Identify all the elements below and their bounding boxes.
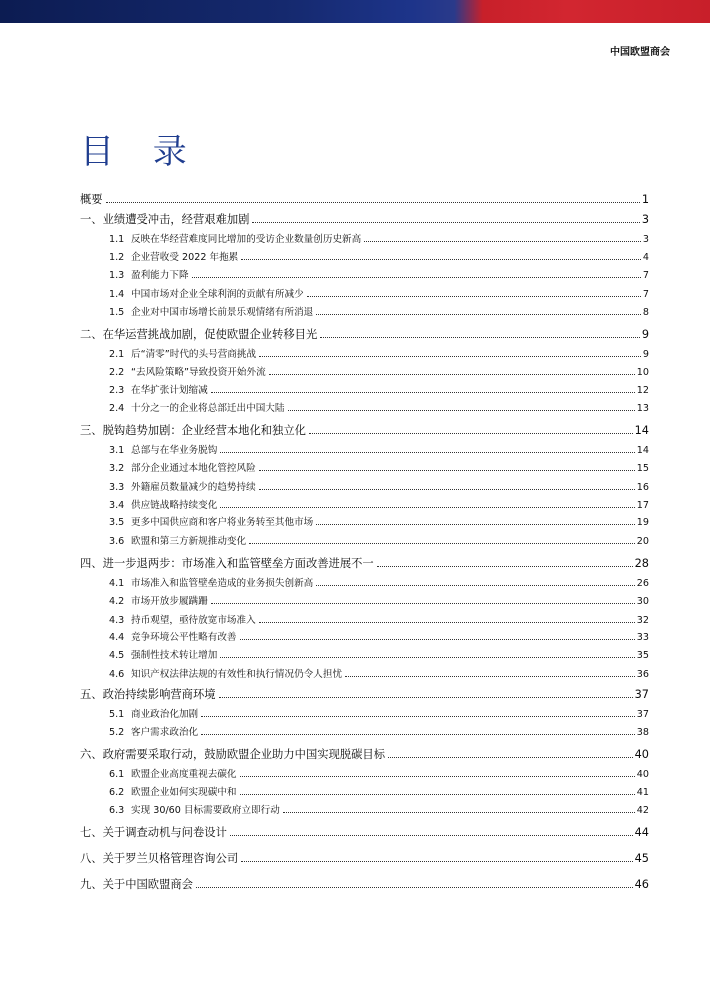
toc-section-entry[interactable] xyxy=(80,211,649,227)
toc-subsection-entry[interactable] xyxy=(80,612,649,626)
toc-page-number: 45 xyxy=(634,852,649,865)
toc-page-number: 12 xyxy=(636,385,649,396)
toc-page-number: 37 xyxy=(636,709,649,720)
toc-section-entry[interactable] xyxy=(80,326,649,342)
organization-name: 中国欧盟商会 xyxy=(610,47,670,58)
toc-entry-label: “去风险策略”导致投资开始外流 xyxy=(131,367,266,378)
toc-entry-label: 五、政治持续影响营商环境 xyxy=(80,688,216,701)
toc-page-number: 28 xyxy=(634,557,649,570)
toc-page-number: 4 xyxy=(642,252,649,263)
toc-entry-label: 八、关于罗兰贝格管理咨询公司 xyxy=(80,852,239,865)
dot-leader xyxy=(192,277,641,278)
toc-page-number: 13 xyxy=(636,403,649,414)
dot-leader xyxy=(240,794,635,795)
toc-subsection-entry[interactable] xyxy=(80,364,649,378)
toc-entry-label: 市场开放步履蹒跚 xyxy=(131,596,208,607)
toc-page-number: 41 xyxy=(636,787,649,798)
toc-entry-label: 竞争环境公平性略有改善 xyxy=(131,632,237,643)
toc-section-entry[interactable] xyxy=(80,686,649,702)
toc-entry-label: 三、脱钩趋势加剧：企业经营本地化和独立化 xyxy=(80,424,306,437)
toc-entry-number: 3.6 xyxy=(109,536,125,547)
dot-leader xyxy=(345,676,635,677)
toc-entry-number: 3.4 xyxy=(109,500,125,511)
toc-entry-number: 2.1 xyxy=(109,349,125,360)
dot-leader xyxy=(201,734,635,735)
toc-page-number: 35 xyxy=(636,650,649,661)
toc-entry-label: 六、政府需要采取行动，鼓励欧盟企业助力中国实现脱碳目标 xyxy=(80,748,386,761)
dot-leader xyxy=(211,392,635,393)
dot-leader xyxy=(316,585,635,586)
toc-entry-number: 3.5 xyxy=(109,517,125,528)
toc-entry-label: 盈利能力下降 xyxy=(131,270,189,281)
dot-leader xyxy=(220,657,634,658)
toc-page-number: 8 xyxy=(642,307,649,318)
dot-leader xyxy=(106,202,640,203)
toc-entry-label: 七、关于调查动机与问卷设计 xyxy=(80,826,227,839)
dot-leader xyxy=(241,259,641,260)
dot-leader xyxy=(201,716,635,717)
toc-page-number: 16 xyxy=(636,482,649,493)
toc-page-number: 40 xyxy=(636,769,649,780)
toc-entry-number: 4.2 xyxy=(109,596,125,607)
toc-subsection-entry[interactable] xyxy=(80,442,649,456)
header-color-bar xyxy=(0,0,710,23)
dot-leader xyxy=(320,337,640,338)
toc-page-number: 36 xyxy=(636,669,649,680)
toc-entry-number: 4.6 xyxy=(109,669,125,680)
toc-entry-number: 1.1 xyxy=(109,234,125,245)
toc-section-entry[interactable] xyxy=(80,191,649,207)
toc-entry-label: 总部与在华业务脱钩 xyxy=(131,445,218,456)
dot-leader xyxy=(220,507,634,508)
toc-entry-label: 知识产权法律法规的有效性和执行情况仍令人担忧 xyxy=(131,669,343,680)
toc-entry-label: 更多中国供应商和客户将业务转至其他市场 xyxy=(131,517,314,528)
dot-leader xyxy=(230,835,633,836)
dot-leader xyxy=(377,566,633,567)
toc-entry-number: 5.1 xyxy=(109,709,125,720)
dot-leader xyxy=(252,222,639,223)
toc-entry-number: 6.3 xyxy=(109,805,125,816)
dot-leader xyxy=(211,603,635,604)
toc-page-number: 3 xyxy=(641,213,649,226)
toc-entry-label: 一、业绩遭受冲击，经营艰难加剧 xyxy=(80,213,250,226)
dot-leader xyxy=(316,524,635,525)
toc-subsection-entry[interactable] xyxy=(80,249,649,263)
toc-page-number: 40 xyxy=(634,748,649,761)
toc-subsection-entry[interactable] xyxy=(80,766,649,780)
toc-subsection-entry[interactable] xyxy=(80,497,649,511)
dot-leader xyxy=(259,489,635,490)
toc-entry-label: 欧盟企业如何实现碳中和 xyxy=(131,787,237,798)
toc-subsection-entry[interactable] xyxy=(80,706,649,720)
toc-subsection-entry[interactable] xyxy=(80,346,649,360)
toc-subsection-entry[interactable] xyxy=(80,593,649,607)
toc-page-number: 30 xyxy=(636,596,649,607)
dot-leader xyxy=(307,296,641,297)
dot-leader xyxy=(219,697,633,698)
toc-section-entry[interactable] xyxy=(80,422,649,438)
toc-entry-label: 客户需求政治化 xyxy=(131,727,199,738)
dot-leader xyxy=(240,639,635,640)
dot-leader xyxy=(220,452,634,453)
toc-subsection-entry[interactable] xyxy=(80,231,649,245)
toc-entry-number: 2.2 xyxy=(109,367,125,378)
dot-leader xyxy=(241,861,632,862)
toc-entry-number: 1.4 xyxy=(109,289,125,300)
dot-leader xyxy=(259,470,635,471)
toc-page-number: 9 xyxy=(642,349,649,360)
dot-leader xyxy=(196,887,633,888)
dot-leader xyxy=(316,314,641,315)
toc-subsection-entry[interactable] xyxy=(80,400,649,414)
dot-leader xyxy=(249,543,635,544)
toc-entry-number: 2.3 xyxy=(109,385,125,396)
toc-subsection-entry[interactable] xyxy=(80,514,649,528)
toc-page-number: 7 xyxy=(642,289,649,300)
toc-entry-label: 企业对中国市场增长前景乐观情绪有所消退 xyxy=(131,307,314,318)
toc-entry-label: 二、在华运营挑战加剧，促使欧盟企业转移目光 xyxy=(80,328,318,341)
toc-page-number: 37 xyxy=(634,688,649,701)
toc-page-number: 1 xyxy=(641,193,649,206)
toc-entry-label: 持币观望，亟待放宽市场准入 xyxy=(131,615,256,626)
toc-subsection-entry[interactable] xyxy=(80,460,649,474)
toc-entry-number: 6.2 xyxy=(109,787,125,798)
toc-entry-label: 中国市场对企业全球利润的贡献有所减少 xyxy=(131,289,304,300)
toc-page-number: 7 xyxy=(642,270,649,281)
toc-entry-label: 概要 xyxy=(80,193,103,206)
toc-entry-label: 市场准入和监管壁垒造成的业务损失创新高 xyxy=(131,578,314,589)
toc-entry-label: 外籍雇员数量减少的趋势持续 xyxy=(131,482,256,493)
toc-entry-number: 1.2 xyxy=(109,252,125,263)
toc-entry-label: 十分之一的企业将总部迁出中国大陆 xyxy=(131,403,285,414)
toc-subsection-entry[interactable] xyxy=(80,629,649,643)
toc-section-entry[interactable] xyxy=(80,876,649,892)
toc-entry-number: 6.1 xyxy=(109,769,125,780)
toc-entry-label: 部分企业通过本地化管控风险 xyxy=(131,463,256,474)
toc-section-entry[interactable] xyxy=(80,850,649,866)
toc-entry-number: 3.1 xyxy=(109,445,125,456)
toc-entry-label: 强制性技术转让增加 xyxy=(131,650,218,661)
toc-entry-number: 1.3 xyxy=(109,270,125,281)
toc-subsection-entry[interactable] xyxy=(80,479,649,493)
dot-leader xyxy=(364,241,641,242)
toc-entry-number: 1.5 xyxy=(109,307,125,318)
toc-section-entry[interactable] xyxy=(80,824,649,840)
dot-leader xyxy=(309,433,633,434)
dot-leader xyxy=(269,374,635,375)
toc-subsection-entry[interactable] xyxy=(80,647,649,661)
toc-subsection-entry[interactable] xyxy=(80,304,649,318)
toc-subsection-entry[interactable] xyxy=(80,666,649,680)
toc-entry-number: 4.4 xyxy=(109,632,125,643)
toc-entry-label: 反映在华经营难度同比增加的受访企业数量创历史新高 xyxy=(131,234,362,245)
toc-page-number: 38 xyxy=(636,727,649,738)
toc-subsection-entry[interactable] xyxy=(80,724,649,738)
toc-entry-label: 后“清零”时代的头号营商挑战 xyxy=(131,349,257,360)
toc-entry-label: 企业营收受 2022 年拖累 xyxy=(131,252,239,263)
toc-entry-label: 供应链战略持续变化 xyxy=(131,500,218,511)
toc-page-number: 9 xyxy=(641,328,649,341)
toc-entry-number: 4.5 xyxy=(109,650,125,661)
toc-subsection-entry[interactable] xyxy=(80,382,649,396)
dot-leader xyxy=(259,356,641,357)
toc-subsection-entry[interactable] xyxy=(80,533,649,547)
toc-entry-number: 3.2 xyxy=(109,463,125,474)
toc-page-number: 3 xyxy=(642,234,649,245)
dot-leader xyxy=(259,622,635,623)
toc-entry-label: 商业政治化加剧 xyxy=(131,709,199,720)
toc-page-number: 42 xyxy=(636,805,649,816)
toc-entry-number: 2.4 xyxy=(109,403,125,414)
toc-subsection-entry[interactable] xyxy=(80,286,649,300)
toc-page-number: 20 xyxy=(636,536,649,547)
toc-page-number: 33 xyxy=(636,632,649,643)
dot-leader xyxy=(288,410,635,411)
toc-subsection-entry[interactable] xyxy=(80,784,649,798)
toc-page-number: 14 xyxy=(636,445,649,456)
toc-page-number: 10 xyxy=(636,367,649,378)
toc-entry-number: 5.2 xyxy=(109,727,125,738)
dot-leader xyxy=(283,812,635,813)
toc-page-number: 32 xyxy=(636,615,649,626)
toc-page-number: 26 xyxy=(636,578,649,589)
toc-entry-label: 欧盟和第三方新规推动变化 xyxy=(131,536,247,547)
toc-page-number: 15 xyxy=(636,463,649,474)
toc-entry-label: 欧盟企业高度重视去碳化 xyxy=(131,769,237,780)
toc-page-number: 19 xyxy=(636,517,649,528)
toc-page-number: 17 xyxy=(636,500,649,511)
dot-leader xyxy=(388,757,633,758)
page-title: 目 录 xyxy=(80,132,201,172)
toc-entry-number: 4.1 xyxy=(109,578,125,589)
toc-entry-label: 九、关于中国欧盟商会 xyxy=(80,878,193,891)
toc-entry-label: 四、进一步退两步：市场准入和监管壁垒方面改善进展不一 xyxy=(80,557,374,570)
toc-page-number: 46 xyxy=(634,878,649,891)
toc-subsection-entry[interactable] xyxy=(80,267,649,281)
toc-subsection-entry[interactable] xyxy=(80,802,649,816)
toc-entry-label: 在华扩张计划缩减 xyxy=(131,385,208,396)
toc-entry-number: 3.3 xyxy=(109,482,125,493)
toc-entry-label: 实现 30/60 目标需要政府立即行动 xyxy=(131,805,280,816)
dot-leader xyxy=(240,776,635,777)
toc-section-entry[interactable] xyxy=(80,555,649,571)
toc-section-entry[interactable] xyxy=(80,746,649,762)
toc-page-number: 14 xyxy=(634,424,649,437)
toc-entry-number: 4.3 xyxy=(109,615,125,626)
toc-subsection-entry[interactable] xyxy=(80,575,649,589)
toc-page-number: 44 xyxy=(634,826,649,839)
